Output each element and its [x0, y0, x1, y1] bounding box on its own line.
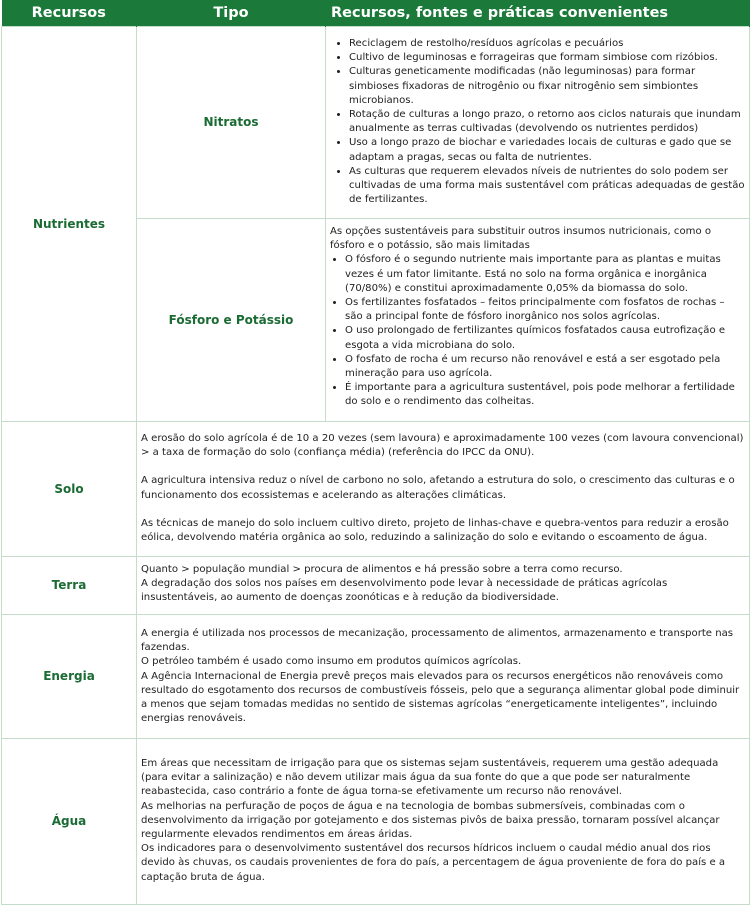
fosforo-intro: As opções sustentáveis para substituir outros insumos nutricionais, como o fósforo e o potássio, são mais limitadas — [330, 226, 712, 252]
header-praticas: Recursos, fontes e práticas convenientes — [326, 0, 750, 27]
list-item: • O fósforo é o segundo nutriente mais importante para as plantas e muitas vezes é um fator limitante. Está no solo na forma orgânica e inorgânica (70/80%) e constitui aproximadamente 0,05% da biomassa do solo. — [345, 253, 745, 296]
resource-label-agua: Água — [2, 739, 137, 905]
header-row — [2, 0, 750, 27]
energia-paragraph: A Agência Internacional de Energia prevê preços mais elevados para os recursos energéticos não renováveis como resultado do esgotamento dos recursos de combustíveis fósseis, pelo que a segurança alimentar global pode diminuir a menos que sejam tomadas medidas no sentido de sistemas agrícolas “energeticamente inteligentes”, incluindo energias renováveis. — [141, 670, 740, 725]
resource-label-nutrientes: Nutrientes — [2, 27, 137, 422]
agua-paragraph: As melhorias na perfuração de poços de água e na tecnologia de bombas submersíveis, combinadas com o desenvolvimento da irrigação por gotejamento e dos sistemas pivôs de baixa pressão, tornaram possível alcançar regularmente elevados rendimentos em áreas áridas. — [141, 800, 720, 841]
table-row-nitratos — [2, 27, 750, 219]
list-item: • Uso a longo prazo de biochar e variedades locais de culturas e gado que se adaptam a pragas, secas ou falta de nutrientes. — [349, 136, 745, 164]
list-item: • É importante para a agricultura sustentável, pois pode melhorar a fertilidade do solo e o rendimento das colheitas. — [345, 381, 745, 409]
list-item: • Cultivo de leguminosas e forrageiras que formam simbiose com rizóbios. — [349, 51, 745, 65]
list-item: • Rotação de culturas a longo prazo, o retorno aos ciclos naturais que inundam anualmente as terras cultivadas (devolvendo os nutrientes perdidos) — [349, 108, 745, 136]
list-item: • Os fertilizantes fosfatados – feitos principalmente com fosfatos de rochas – são a principal fonte de fósforo inorgânico nos solos agrícolas. — [345, 296, 745, 324]
resource-label-solo: Solo — [2, 422, 137, 557]
practices-terra — [137, 557, 750, 615]
energia-paragraph: A energia é utilizada nos processos de mecanização, processamento de alimentos, armazenamento e transporte nas fazendas. — [141, 628, 734, 654]
practices-energia — [137, 615, 750, 739]
list-item: • Culturas geneticamente modificadas (não leguminosas) para formar simbioses fixadoras de nitrogênio ou fixar nitrogênio sem simbiontes microbianos. — [349, 65, 745, 108]
table-row-agua — [2, 739, 750, 905]
agua-paragraph: Os indicadores para o desenvolvimento sustentável dos recursos hídricos incluem o caudal médio anual dos rios devido às chuvas, os caudais provenientes de fora do país, a percentagem de água proveniente de fora do país e a captação bruta de água. — [141, 843, 726, 883]
list-item: • O fosfato de rocha é um recurso não renovável e está a ser esgotado pela mineração para uso agrícola. — [345, 353, 745, 381]
terra-paragraph: Quanto > população mundial > procura de alimentos e há pressão sobre a terra como recurso. — [141, 564, 623, 575]
energia-paragraph: O petróleo também é usado como insumo em produtos químicos agrícolas. — [141, 656, 522, 668]
practices-agua — [137, 739, 750, 905]
table-row-solo — [2, 422, 750, 557]
resource-label-terra: Terra — [2, 557, 137, 615]
header-recursos: Recursos — [2, 0, 137, 27]
type-label-fosforo-potassio: Fósforo e Potássio — [137, 219, 326, 422]
practices-fosforo — [326, 219, 750, 422]
resource-label-energia: Energia — [2, 615, 137, 739]
list-item: • Reciclagem de restolho/resíduos agrícolas e pecuários — [349, 37, 745, 51]
agua-paragraph: Em áreas que necessitam de irrigação para que os sistemas sejam sustentáveis, requerem uma gestão adequada (para evitar a salinização) e não devem utilizar mais água da sua fonte do que a que pode ser naturalmente reabastecida, caso contrário a fonte de água torna-se efetivamente um recurso não renovável. — [141, 758, 719, 798]
nitratos-bullet-list — [330, 37, 745, 207]
practices-solo — [137, 422, 750, 557]
resources-table — [1, 0, 750, 905]
solo-paragraph: A agricultura intensiva reduz o nível de carbono no solo, afetando a estrutura do solo, o crescimento das culturas e o funcionamento dos ecossistemas e acelerando as alterações climáticas. — [141, 475, 735, 501]
header-tipo: Tipo — [137, 0, 326, 27]
list-item: • O uso prolongado de fertilizantes químicos fosfatados causa eutrofização e esgota a vida microbiana do solo. — [345, 324, 745, 352]
fosforo-bullet-list — [330, 253, 745, 409]
practices-nitratos — [326, 27, 750, 219]
table-row-energia — [2, 615, 750, 739]
list-item: • As culturas que requerem elevados níveis de nutrientes do solo podem ser cultivadas de uma forma mais sustentável com práticas adequadas de gestão de fertilizantes. — [349, 165, 745, 208]
table-row-terra — [2, 557, 750, 615]
solo-paragraph: As técnicas de manejo do solo incluem cultivo direto, projeto de linhas-chave e quebra-ventos para reduzir a erosão eólica, devolvendo matéria orgânica ao solo, reduzindo a salinização do solo e evitando o escoamento de água. — [141, 517, 729, 544]
solo-paragraph: A erosão do solo agrícola é de 10 a 20 vezes (sem lavoura) e aproximadamente 100 vezes (com lavoura convencional) > a taxa de formação do solo (confiança média) (referência do IPCC da ONU). — [141, 433, 744, 459]
terra-paragraph: A degradação dos solos nos países em desenvolvimento pode levar à necessidade de práticas agrícolas insustentáveis, ao aumento de doenças zoonóticas e à redução da biodiversidade. — [141, 578, 668, 604]
type-label-nitratos: Nitratos — [137, 27, 326, 219]
